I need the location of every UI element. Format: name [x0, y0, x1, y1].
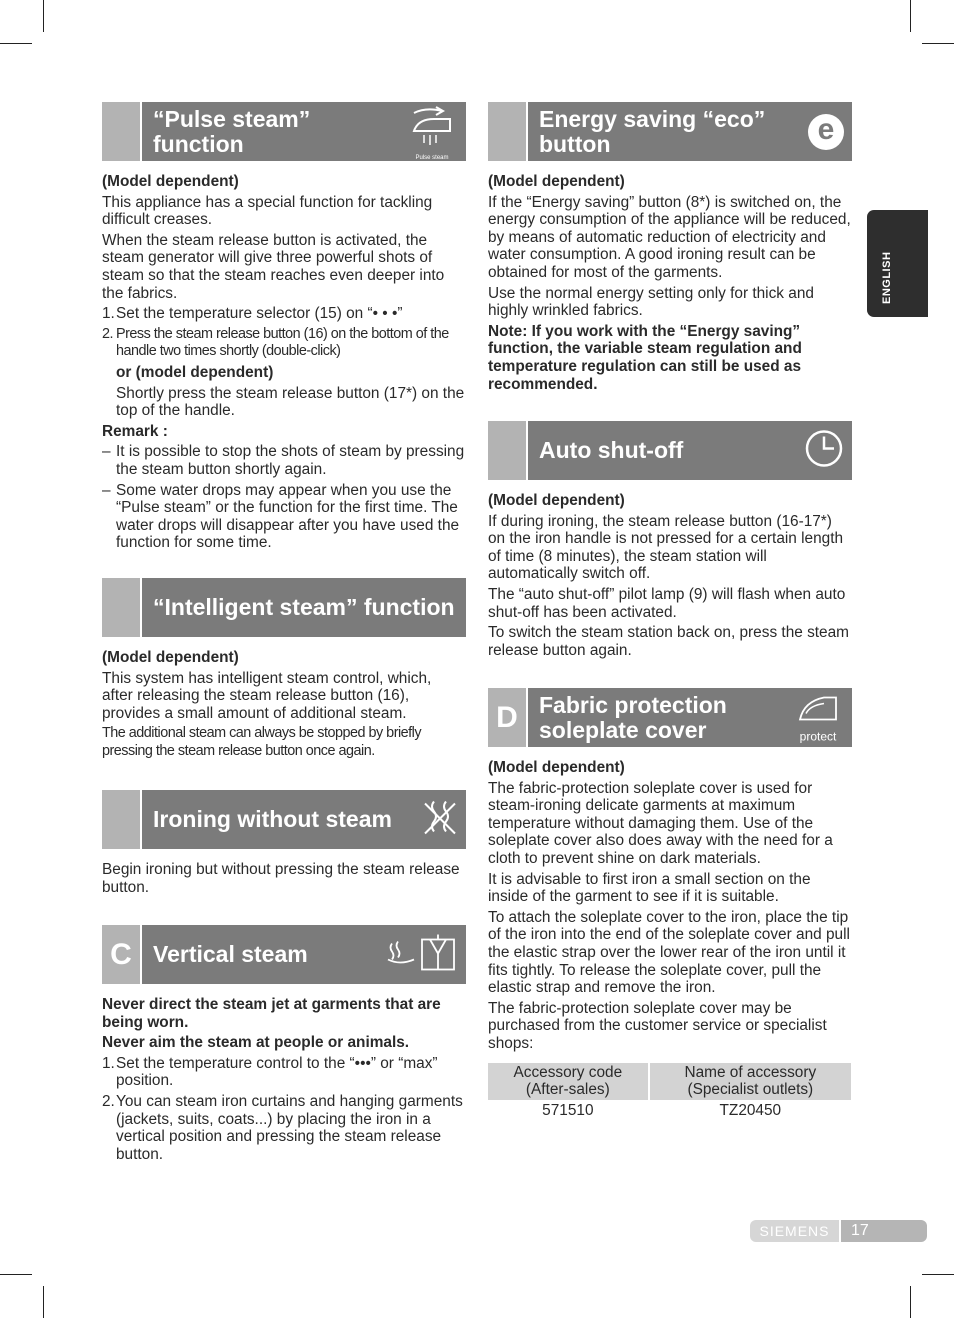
accessory-table [486, 1063, 853, 1121]
section-title: Vertical steam [153, 941, 308, 967]
section-header [102, 102, 466, 161]
paragraph: The “auto shut-off” pilot lamp (9) will flash when auto shut-off has been activated. [488, 585, 846, 621]
page-number: 17 [841, 1220, 927, 1242]
table-cell: 571510 [542, 1101, 594, 1119]
paragraph: It is advisable to first iron a small section on the inside of the garment to see if it is suitable. [488, 870, 811, 906]
section-header [488, 421, 852, 480]
paragraph: This appliance has a special function for tackling difficult creases. [102, 193, 433, 229]
brand-label: SIEMENS [750, 1220, 839, 1242]
crop-mark [0, 1274, 32, 1275]
header-side-block [102, 790, 140, 849]
left-column [102, 102, 466, 1163]
section-title: Energy saving “eco” [539, 105, 766, 132]
list-item: 1. Set the temperature selector (15) on “• • •” [102, 305, 403, 323]
header-bar [528, 421, 852, 480]
paragraph: The fabric-protection soleplate cover is used for steam-ironing delicate garments at maximum temperature without damaging them. Use of the soleplate cover also does away with the need for a cloth to prevent shine on dark materials. [488, 779, 833, 867]
header-bar [142, 578, 466, 637]
pulse-steam-section [102, 102, 466, 552]
section-title: button [539, 130, 611, 157]
crop-mark [922, 1274, 954, 1275]
intelligent-steam-section [102, 578, 466, 764]
protect-icon [792, 693, 844, 742]
vertical-steam-icon [386, 931, 458, 978]
table-cell: TZ20450 [719, 1101, 782, 1119]
header-side-block: D [488, 688, 526, 747]
crop-mark [43, 0, 44, 32]
energy-saving-section [488, 102, 852, 393]
crop-mark [0, 43, 32, 44]
header-side-block [488, 421, 526, 480]
paragraph: If the “Energy saving” button (8*) is switched on, the energy consumption of the appliance will be reduced, by means of automatic reduction of electricity and water consumption. A good ironing result can be obtained for most of the garments. [488, 193, 851, 281]
header-bar [528, 102, 852, 161]
no-steam-icon [422, 797, 458, 842]
model-dependent-label: (Model dependent) [102, 173, 239, 190]
table-header: Accessory code (After-sales) [488, 1063, 648, 1100]
auto-shut-off-section [488, 421, 852, 662]
pulse-steam-icon [406, 105, 458, 159]
vertical-steam-section [102, 925, 466, 1166]
header-bar [142, 790, 466, 849]
section-title: “Pulse steam” [153, 105, 311, 132]
model-dependent-label: (Model dependent) [488, 759, 625, 776]
crop-mark [43, 1286, 44, 1318]
crop-mark [910, 0, 911, 32]
remark-label: Remark : [102, 422, 168, 440]
list-item: 2. You can steam iron curtains and hanging garments (jackets, suits, coats...) by placing the iron in a vertical position and pressing the steam release button. [102, 1092, 463, 1163]
section-title: soleplate cover [539, 716, 707, 743]
ironing-without-steam-section [102, 790, 466, 899]
paragraph: If during ironing, the steam release button (16-17*) on the iron handle is not pressed for a certain length of time (8 minutes), the steam station will automatically switch off. [488, 512, 844, 583]
note-text: Note: If you work with the “Energy saving” function, the variable steam regulation and temperature regulation can still be used as recommended. [488, 322, 802, 393]
icon-caption: protect [799, 729, 837, 743]
section-header [488, 688, 852, 747]
warning-text: Never aim the steam at people or animals. [102, 1034, 410, 1052]
model-dependent-label: (Model dependent) [102, 649, 239, 666]
section-title: Ironing without steam [153, 806, 392, 832]
or-label: or (model dependent) [116, 363, 274, 381]
eco-icon-letter: e [817, 112, 835, 146]
header-side-block [102, 578, 140, 637]
list-item: – It is possible to stop the shots of steam by pressing the steam button shortly again. [102, 443, 465, 478]
paragraph: This system has intelligent steam control, which, after releasing the steam release button (16), provides a small amount of additional steam. [102, 669, 432, 722]
table-header: Name of accessory (Specialist outlets) [650, 1063, 851, 1100]
paragraph: Begin ironing but without pressing the steam release button. [102, 861, 460, 896]
crop-mark [910, 1286, 911, 1318]
table-row [488, 1100, 851, 1121]
right-column [488, 102, 852, 1119]
model-dependent-label: (Model dependent) [488, 173, 625, 190]
header-side-block [488, 102, 526, 161]
list-item: 1. Set the temperature control to the “•••” or “max” position. [102, 1054, 438, 1090]
header-side-block [102, 102, 140, 161]
section-header [102, 578, 466, 637]
section-header [488, 102, 852, 161]
table-header-row [488, 1063, 851, 1100]
list-item: – Some water drops may appear when you use the “Pulse steam” or the function for the first time. The water drops will disappear after you have used the function for some time. [102, 481, 460, 552]
section-title: “Intelligent steam” function [153, 594, 455, 620]
paragraph: To switch the steam station back on, press the steam release button again. [488, 624, 849, 659]
section-title: function [153, 130, 244, 157]
paragraph: The additional steam can always be stopped by briefly pressing the steam release button once again. [102, 725, 422, 759]
paragraph: When the steam release button is activated, the steam generator will give three powerful shots of steam so that the steam reaches even deeper into the fabrics. [102, 231, 445, 302]
fabric-protection-section [488, 688, 852, 1120]
section-title: Fabric protection [539, 691, 727, 718]
paragraph: Shortly press the steam release button (17*) on the top of the handle. [116, 384, 465, 420]
crop-mark [922, 43, 954, 44]
paragraph: To attach the soleplate cover to the iron, place the tip of the iron into the end of the soleplate cover and pull the elastic strap over the lower rear of the iron until it fits tightly. To release the soleplate cover, pull the elastic strap and remove the iron. [488, 908, 850, 997]
header-bar [528, 688, 852, 747]
eco-icon [808, 114, 844, 150]
paragraph: The fabric-protection soleplate cover may be purchased from the customer service or specialist shops: [488, 999, 827, 1052]
language-tab [867, 210, 928, 317]
header-side-block: C [102, 925, 140, 984]
paragraph: Use the normal energy setting only for thick and highly wrinkled fabrics. [488, 284, 814, 320]
model-dependent-label: (Model dependent) [488, 492, 625, 509]
section-header [102, 790, 466, 849]
icon-caption: Pulse steam [415, 154, 449, 161]
list-item: 2. Press the steam release button (16) on the bottom of the handle two times shortly (double-click) [102, 325, 449, 360]
section-title: Auto shut-off [539, 437, 684, 463]
section-header [102, 925, 466, 984]
clock-icon [804, 428, 844, 473]
header-bar [142, 102, 466, 161]
language-label: ENGLISH [881, 251, 893, 304]
warning-text: Never direct the steam jet at garments that are being worn. [102, 996, 441, 1031]
header-bar [142, 925, 466, 984]
